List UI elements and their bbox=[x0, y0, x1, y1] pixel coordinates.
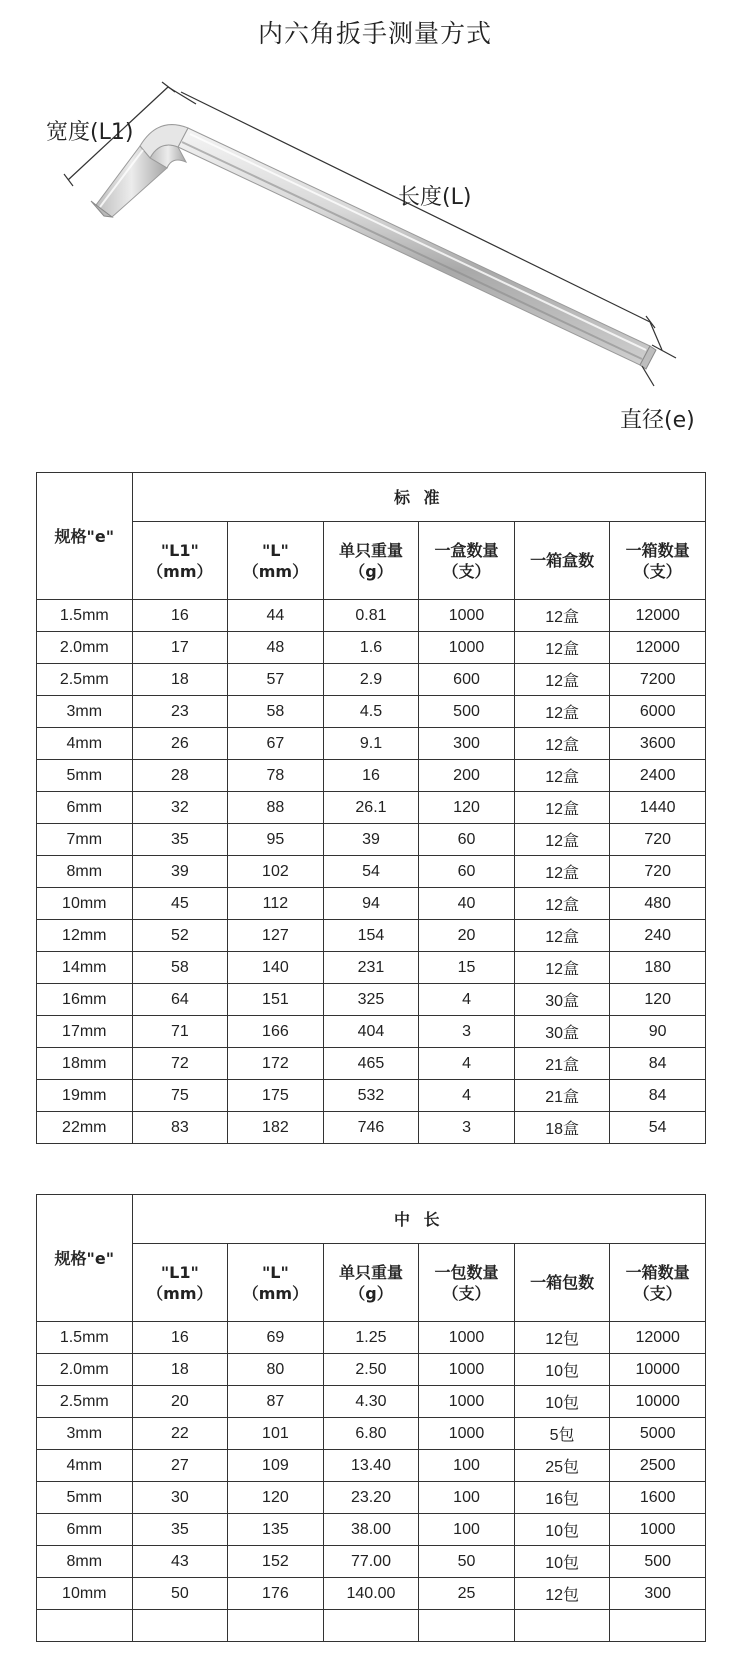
value-cell: 84 bbox=[610, 1048, 706, 1080]
table-row bbox=[37, 664, 706, 696]
value-cell: 5000 bbox=[610, 1418, 706, 1450]
value-cell: 0.81 bbox=[323, 600, 419, 632]
value-cell: 140 bbox=[228, 952, 324, 984]
column-header-line: （支） bbox=[633, 1283, 682, 1303]
spec-cell: 4mm bbox=[37, 1450, 133, 1482]
value-cell: 94 bbox=[323, 888, 419, 920]
table-row bbox=[37, 856, 706, 888]
table-row bbox=[37, 760, 706, 792]
value-cell: 102 bbox=[228, 856, 324, 888]
spec-header: 规格"e" bbox=[37, 1195, 133, 1322]
column-header bbox=[228, 522, 324, 600]
value-cell: 75 bbox=[132, 1080, 228, 1112]
value-cell: 127 bbox=[228, 920, 324, 952]
value-cell: 120 bbox=[610, 984, 706, 1016]
table-row bbox=[37, 1322, 706, 1354]
value-cell: 38.00 bbox=[323, 1514, 419, 1546]
spec-cell: 1.5mm bbox=[37, 600, 133, 632]
column-header bbox=[514, 522, 610, 600]
value-cell: 12盒 bbox=[514, 792, 610, 824]
column-header bbox=[228, 1244, 324, 1322]
value-cell: 720 bbox=[610, 856, 706, 888]
column-header-line: （mm） bbox=[242, 1283, 309, 1303]
value-cell: 26 bbox=[132, 728, 228, 760]
medium-long-spec-table bbox=[36, 1194, 706, 1642]
value-cell: 1000 bbox=[419, 1354, 515, 1386]
value-cell: 39 bbox=[132, 856, 228, 888]
value-cell: 58 bbox=[228, 696, 324, 728]
table-row bbox=[37, 984, 706, 1016]
value-cell: 40 bbox=[419, 888, 515, 920]
table-row bbox=[37, 1418, 706, 1450]
column-header bbox=[419, 522, 515, 600]
column-header-line: 一箱盒数 bbox=[530, 551, 595, 570]
value-cell: 101 bbox=[228, 1418, 324, 1450]
value-cell: 10包 bbox=[514, 1546, 610, 1578]
table-body bbox=[37, 1322, 706, 1642]
table-row bbox=[37, 920, 706, 952]
value-cell: 69 bbox=[228, 1322, 324, 1354]
value-cell: 120 bbox=[228, 1482, 324, 1514]
table-row bbox=[37, 1016, 706, 1048]
value-cell: 1.25 bbox=[323, 1322, 419, 1354]
table-row bbox=[37, 1578, 706, 1610]
value-cell: 175 bbox=[228, 1080, 324, 1112]
spec-cell: 16mm bbox=[37, 984, 133, 1016]
column-header-line: "L" bbox=[261, 1262, 289, 1282]
column-headers bbox=[37, 1244, 706, 1322]
value-cell: 54 bbox=[323, 856, 419, 888]
length-label: 长度(L) bbox=[398, 185, 472, 210]
value-cell: 154 bbox=[323, 920, 419, 952]
group-header: 标 准 bbox=[132, 473, 705, 522]
value-cell: 52 bbox=[132, 920, 228, 952]
value-cell: 180 bbox=[610, 952, 706, 984]
value-cell: 2500 bbox=[610, 1450, 706, 1482]
value-cell: 16 bbox=[132, 1322, 228, 1354]
value-cell: 500 bbox=[610, 1546, 706, 1578]
value-cell: 2.50 bbox=[323, 1354, 419, 1386]
value-cell: 532 bbox=[323, 1080, 419, 1112]
value-cell: 44 bbox=[228, 600, 324, 632]
value-cell: 120 bbox=[419, 792, 515, 824]
value-cell: 4 bbox=[419, 1048, 515, 1080]
value-cell: 140.00 bbox=[323, 1578, 419, 1610]
value-cell: 18 bbox=[132, 1354, 228, 1386]
value-cell: 71 bbox=[132, 1016, 228, 1048]
column-header-line: （支） bbox=[633, 561, 682, 581]
value-cell: 3 bbox=[419, 1112, 515, 1144]
value-cell: 95 bbox=[228, 824, 324, 856]
value-cell: 43 bbox=[132, 1546, 228, 1578]
value-cell: 58 bbox=[132, 952, 228, 984]
value-cell: 182 bbox=[228, 1112, 324, 1144]
value-cell: 109 bbox=[228, 1450, 324, 1482]
spec-cell: 10mm bbox=[37, 888, 133, 920]
spec-cell: 2.0mm bbox=[37, 1354, 133, 1386]
spec-header: 规格"e" bbox=[37, 473, 133, 600]
value-cell: 100 bbox=[419, 1514, 515, 1546]
value-cell: 90 bbox=[610, 1016, 706, 1048]
value-cell: 1000 bbox=[419, 600, 515, 632]
value-cell: 9.1 bbox=[323, 728, 419, 760]
spec-cell: 12mm bbox=[37, 920, 133, 952]
value-cell: 12盒 bbox=[514, 696, 610, 728]
value-cell: 28 bbox=[132, 760, 228, 792]
value-cell: 1440 bbox=[610, 792, 706, 824]
value-cell: 240 bbox=[610, 920, 706, 952]
spec-cell: 5mm bbox=[37, 760, 133, 792]
column-header-line: （mm） bbox=[147, 1283, 213, 1303]
column-header-line: 一包数量 bbox=[434, 1262, 499, 1282]
value-cell: 480 bbox=[610, 888, 706, 920]
value-cell: 12盒 bbox=[514, 888, 610, 920]
column-header-line: （mm） bbox=[242, 561, 309, 581]
table-row bbox=[37, 952, 706, 984]
group-header: 中 长 bbox=[132, 1195, 705, 1244]
value-cell: 67 bbox=[228, 728, 324, 760]
width-label: 宽度(L1) bbox=[46, 120, 134, 145]
value-cell bbox=[419, 1610, 515, 1642]
value-cell: 16 bbox=[323, 760, 419, 792]
value-cell: 600 bbox=[419, 664, 515, 696]
value-cell: 10000 bbox=[610, 1354, 706, 1386]
column-header-line: 一箱数量 bbox=[625, 1262, 690, 1282]
column-header bbox=[610, 1244, 706, 1322]
value-cell: 12000 bbox=[610, 632, 706, 664]
spec-cell: 2.0mm bbox=[37, 632, 133, 664]
value-cell: 151 bbox=[228, 984, 324, 1016]
value-cell: 4.5 bbox=[323, 696, 419, 728]
value-cell: 20 bbox=[132, 1386, 228, 1418]
value-cell: 12盒 bbox=[514, 632, 610, 664]
value-cell: 87 bbox=[228, 1386, 324, 1418]
value-cell: 23.20 bbox=[323, 1482, 419, 1514]
spec-cell bbox=[37, 1610, 133, 1642]
value-cell: 6000 bbox=[610, 696, 706, 728]
value-cell: 21盒 bbox=[514, 1048, 610, 1080]
value-cell: 12包 bbox=[514, 1322, 610, 1354]
value-cell: 1000 bbox=[419, 1418, 515, 1450]
value-cell: 88 bbox=[228, 792, 324, 824]
value-cell: 465 bbox=[323, 1048, 419, 1080]
table-row bbox=[37, 1048, 706, 1080]
spec-cell: 1.5mm bbox=[37, 1322, 133, 1354]
value-cell: 500 bbox=[419, 696, 515, 728]
column-header bbox=[610, 522, 706, 600]
value-cell: 64 bbox=[132, 984, 228, 1016]
column-header-line: "L1" bbox=[160, 540, 199, 560]
spec-cell: 7mm bbox=[37, 824, 133, 856]
value-cell: 18 bbox=[132, 664, 228, 696]
table-row bbox=[37, 1354, 706, 1386]
value-cell: 21盒 bbox=[514, 1080, 610, 1112]
spec-cell: 22mm bbox=[37, 1112, 133, 1144]
table-body bbox=[37, 600, 706, 1144]
table-row bbox=[37, 632, 706, 664]
value-cell: 25 bbox=[419, 1578, 515, 1610]
column-header-line: 一盒数量 bbox=[434, 540, 499, 560]
value-cell: 12盒 bbox=[514, 856, 610, 888]
column-header bbox=[514, 1244, 610, 1322]
value-cell: 12盒 bbox=[514, 728, 610, 760]
value-cell: 6.80 bbox=[323, 1418, 419, 1450]
table-row bbox=[37, 696, 706, 728]
value-cell: 83 bbox=[132, 1112, 228, 1144]
table-row bbox=[37, 792, 706, 824]
spec-cell: 19mm bbox=[37, 1080, 133, 1112]
spec-cell: 3mm bbox=[37, 696, 133, 728]
value-cell: 30盒 bbox=[514, 1016, 610, 1048]
column-header-line: 一箱包数 bbox=[530, 1273, 595, 1292]
value-cell: 200 bbox=[419, 760, 515, 792]
value-cell: 1.6 bbox=[323, 632, 419, 664]
spec-cell: 5mm bbox=[37, 1482, 133, 1514]
value-cell: 300 bbox=[419, 728, 515, 760]
column-header-line: "L" bbox=[261, 540, 289, 560]
value-cell: 30 bbox=[132, 1482, 228, 1514]
value-cell: 10包 bbox=[514, 1386, 610, 1418]
value-cell: 39 bbox=[323, 824, 419, 856]
standard-spec-table bbox=[36, 472, 706, 1144]
value-cell: 60 bbox=[419, 824, 515, 856]
value-cell: 12盒 bbox=[514, 952, 610, 984]
value-cell: 45 bbox=[132, 888, 228, 920]
value-cell: 35 bbox=[132, 1514, 228, 1546]
column-header bbox=[132, 522, 228, 600]
table-row bbox=[37, 728, 706, 760]
column-header bbox=[323, 522, 419, 600]
column-header-line: （g） bbox=[349, 1283, 393, 1303]
value-cell: 112 bbox=[228, 888, 324, 920]
value-cell: 231 bbox=[323, 952, 419, 984]
table-row bbox=[37, 600, 706, 632]
spec-cell: 4mm bbox=[37, 728, 133, 760]
value-cell bbox=[610, 1610, 706, 1642]
value-cell: 325 bbox=[323, 984, 419, 1016]
value-cell: 12盒 bbox=[514, 760, 610, 792]
table-row bbox=[37, 1482, 706, 1514]
value-cell: 4 bbox=[419, 1080, 515, 1112]
table-row bbox=[37, 824, 706, 856]
column-header bbox=[419, 1244, 515, 1322]
table-row bbox=[37, 1610, 706, 1642]
value-cell: 57 bbox=[228, 664, 324, 696]
value-cell: 12000 bbox=[610, 1322, 706, 1354]
value-cell: 12盒 bbox=[514, 600, 610, 632]
value-cell: 176 bbox=[228, 1578, 324, 1610]
value-cell: 16 bbox=[132, 600, 228, 632]
value-cell bbox=[132, 1610, 228, 1642]
column-header-line: 单只重量 bbox=[338, 540, 403, 560]
value-cell: 22 bbox=[132, 1418, 228, 1450]
column-header bbox=[132, 1244, 228, 1322]
value-cell: 54 bbox=[610, 1112, 706, 1144]
value-cell bbox=[514, 1610, 610, 1642]
value-cell: 135 bbox=[228, 1514, 324, 1546]
value-cell: 77.00 bbox=[323, 1546, 419, 1578]
value-cell: 30盒 bbox=[514, 984, 610, 1016]
value-cell: 100 bbox=[419, 1482, 515, 1514]
column-headers bbox=[37, 522, 706, 600]
value-cell bbox=[323, 1610, 419, 1642]
value-cell: 50 bbox=[132, 1578, 228, 1610]
value-cell: 4 bbox=[419, 984, 515, 1016]
value-cell: 3 bbox=[419, 1016, 515, 1048]
value-cell: 300 bbox=[610, 1578, 706, 1610]
spec-cell: 2.5mm bbox=[37, 664, 133, 696]
spec-cell: 2.5mm bbox=[37, 1386, 133, 1418]
column-header-line: 单只重量 bbox=[338, 1262, 403, 1282]
page-title: 内六角扳手测量方式 bbox=[257, 19, 492, 48]
value-cell: 10包 bbox=[514, 1354, 610, 1386]
value-cell: 12000 bbox=[610, 600, 706, 632]
spec-cell: 6mm bbox=[37, 792, 133, 824]
value-cell: 7200 bbox=[610, 664, 706, 696]
value-cell: 12盒 bbox=[514, 920, 610, 952]
value-cell: 12盒 bbox=[514, 664, 610, 696]
table-row bbox=[37, 1514, 706, 1546]
spec-cell: 3mm bbox=[37, 1418, 133, 1450]
value-cell: 78 bbox=[228, 760, 324, 792]
value-cell: 23 bbox=[132, 696, 228, 728]
spec-cell: 8mm bbox=[37, 856, 133, 888]
spec-cell: 14mm bbox=[37, 952, 133, 984]
value-cell: 20 bbox=[419, 920, 515, 952]
value-cell: 1000 bbox=[419, 632, 515, 664]
value-cell: 166 bbox=[228, 1016, 324, 1048]
table-row bbox=[37, 1080, 706, 1112]
value-cell: 12盒 bbox=[514, 824, 610, 856]
value-cell: 3600 bbox=[610, 728, 706, 760]
value-cell: 1000 bbox=[419, 1322, 515, 1354]
value-cell: 720 bbox=[610, 824, 706, 856]
value-cell: 10000 bbox=[610, 1386, 706, 1418]
column-header-line: （支） bbox=[442, 561, 491, 581]
value-cell bbox=[228, 1610, 324, 1642]
spec-cell: 17mm bbox=[37, 1016, 133, 1048]
value-cell: 17 bbox=[132, 632, 228, 664]
value-cell: 10包 bbox=[514, 1514, 610, 1546]
table-row bbox=[37, 1386, 706, 1418]
table-row bbox=[37, 1546, 706, 1578]
value-cell: 15 bbox=[419, 952, 515, 984]
column-header-line: "L1" bbox=[160, 1262, 199, 1282]
value-cell: 1000 bbox=[419, 1386, 515, 1418]
value-cell: 1000 bbox=[610, 1514, 706, 1546]
value-cell: 152 bbox=[228, 1546, 324, 1578]
table-row bbox=[37, 1450, 706, 1482]
hex-key-diagram bbox=[0, 70, 750, 450]
value-cell: 746 bbox=[323, 1112, 419, 1144]
spec-cell: 6mm bbox=[37, 1514, 133, 1546]
diameter-label: 直径(e) bbox=[620, 408, 695, 433]
value-cell: 1600 bbox=[610, 1482, 706, 1514]
value-cell: 80 bbox=[228, 1354, 324, 1386]
value-cell: 2.9 bbox=[323, 664, 419, 696]
column-header-line: （支） bbox=[442, 1283, 491, 1303]
value-cell: 48 bbox=[228, 632, 324, 664]
value-cell: 5包 bbox=[514, 1418, 610, 1450]
value-cell: 35 bbox=[132, 824, 228, 856]
value-cell: 18盒 bbox=[514, 1112, 610, 1144]
value-cell: 72 bbox=[132, 1048, 228, 1080]
value-cell: 4.30 bbox=[323, 1386, 419, 1418]
table-row bbox=[37, 1112, 706, 1144]
spec-cell: 18mm bbox=[37, 1048, 133, 1080]
value-cell: 26.1 bbox=[323, 792, 419, 824]
value-cell: 16包 bbox=[514, 1482, 610, 1514]
value-cell: 172 bbox=[228, 1048, 324, 1080]
value-cell: 13.40 bbox=[323, 1450, 419, 1482]
value-cell: 50 bbox=[419, 1546, 515, 1578]
spec-cell: 8mm bbox=[37, 1546, 133, 1578]
column-header-line: 一箱数量 bbox=[625, 540, 690, 560]
value-cell: 32 bbox=[132, 792, 228, 824]
table-row bbox=[37, 888, 706, 920]
spec-cell: 10mm bbox=[37, 1578, 133, 1610]
value-cell: 60 bbox=[419, 856, 515, 888]
value-cell: 25包 bbox=[514, 1450, 610, 1482]
value-cell: 27 bbox=[132, 1450, 228, 1482]
column-header-line: （mm） bbox=[147, 561, 213, 581]
column-header bbox=[323, 1244, 419, 1322]
column-header-line: （g） bbox=[349, 561, 393, 581]
value-cell: 100 bbox=[419, 1450, 515, 1482]
value-cell: 404 bbox=[323, 1016, 419, 1048]
value-cell: 84 bbox=[610, 1080, 706, 1112]
value-cell: 2400 bbox=[610, 760, 706, 792]
value-cell: 12包 bbox=[514, 1578, 610, 1610]
